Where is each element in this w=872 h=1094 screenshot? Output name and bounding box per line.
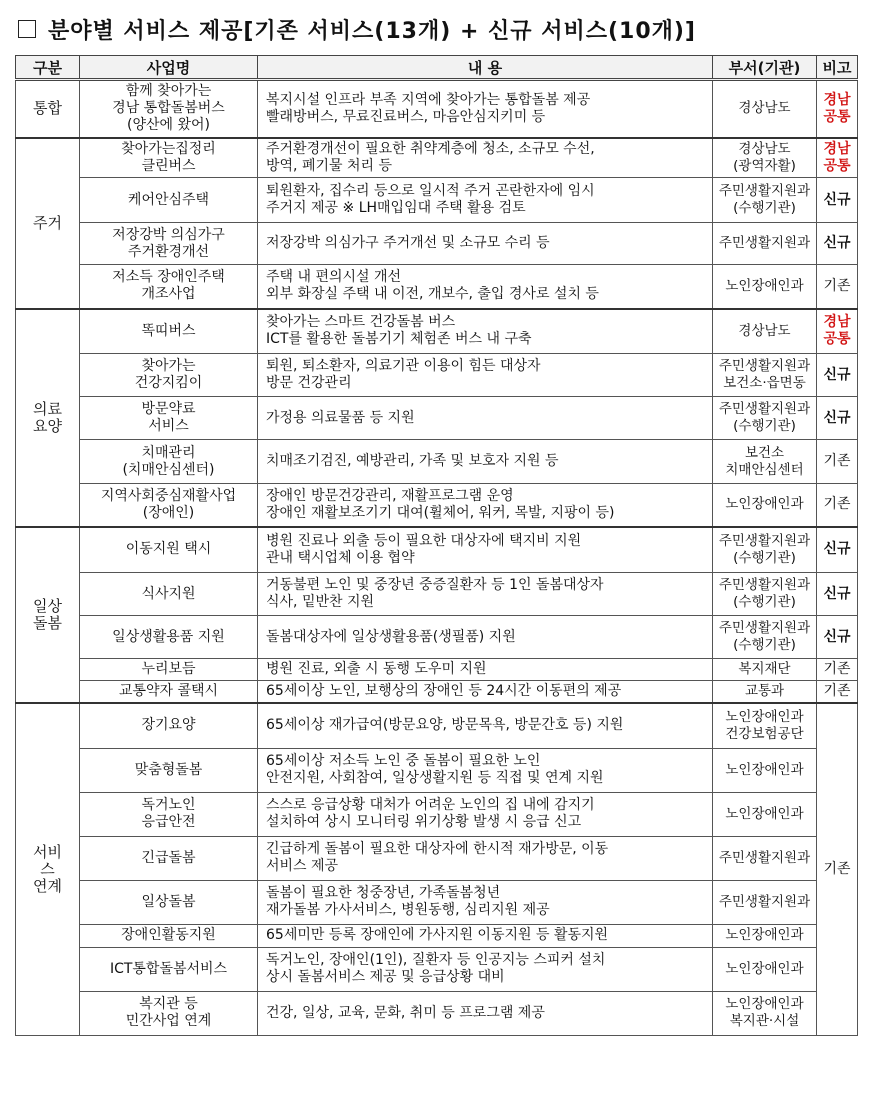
- project-content: 65세미만 등록 장애인에 가사지원 이동지원 등 활동지원: [258, 924, 713, 947]
- table-row: [16, 991, 858, 1035]
- project-name: 찾아가는 건강지킴이: [80, 354, 258, 397]
- note: 신규: [817, 178, 858, 223]
- department: 주민생활지원과 보건소·읍면동: [713, 354, 817, 397]
- project-name: ICT통합돌봄서비스: [80, 947, 258, 991]
- table-row: [16, 440, 858, 484]
- project-name: 일상생활용품 지원: [80, 616, 258, 659]
- table-row: [16, 792, 858, 836]
- note: 신규: [817, 397, 858, 440]
- table-row: [16, 836, 858, 880]
- project-content: 주택 내 편의시설 개선 외부 화장실 주택 내 이전, 개보수, 출입 경사로 설치 등: [258, 265, 713, 309]
- table-row: [16, 947, 858, 991]
- table-row: [16, 924, 858, 947]
- project-name: 찾아가는집정리 클린버스: [80, 138, 258, 178]
- project-name: 일상돌봄: [80, 880, 258, 924]
- department: 노인장애인과: [713, 924, 817, 947]
- project-content: 65세이상 재가급여(방문요양, 방문목욕, 방문간호 등) 지원: [258, 703, 713, 748]
- project-name: 함께 찾아가는 경남 통합돌봄버스 (양산에 왔어): [80, 80, 258, 138]
- table-row: [16, 138, 858, 178]
- table-row: [16, 616, 858, 659]
- project-content: 돌봄이 필요한 청중장년, 가족돌봄청년 재가돌봄 가사서비스, 병원동행, 심리지원 제공: [258, 880, 713, 924]
- department: 주민생활지원과: [713, 836, 817, 880]
- project-name: 교통약자 콜택시: [80, 681, 258, 704]
- department: 노인장애인과: [713, 484, 817, 527]
- department: 복지재단: [713, 659, 817, 681]
- department: 노인장애인과: [713, 748, 817, 792]
- project-name: 누리보듬: [80, 659, 258, 681]
- project-content: 저장강박 의심가구 주거개선 및 소규모 수리 등: [258, 223, 713, 265]
- department: 주민생활지원과 (수행기관): [713, 527, 817, 573]
- note: 기존: [817, 484, 858, 527]
- project-content: 찾아가는 스마트 건강돌봄 버스 ICT를 활용한 돌봄기기 체험존 버스 내 구축: [258, 309, 713, 354]
- department: 교통과: [713, 681, 817, 704]
- header-content: 내 용: [258, 56, 713, 80]
- department: 보건소 치매안심센터: [713, 440, 817, 484]
- table-row: [16, 178, 858, 223]
- table-row: [16, 880, 858, 924]
- category-cell: 서비 스 연계: [16, 703, 80, 1035]
- header-department: 부서(기관): [713, 56, 817, 80]
- header-category: 구분: [16, 56, 80, 80]
- project-name: 장애인활동지원: [80, 924, 258, 947]
- project-name: 장기요양: [80, 703, 258, 748]
- department: 주민생활지원과: [713, 880, 817, 924]
- project-content: 돌봄대상자에 일상생활용품(생필품) 지원: [258, 616, 713, 659]
- table-row: [16, 484, 858, 527]
- note: 신규: [817, 527, 858, 573]
- note: 신규: [817, 573, 858, 616]
- project-content: 거동불편 노인 및 중장년 중증질환자 등 1인 돌봄대상자 식사, 밑반찬 지원: [258, 573, 713, 616]
- project-name: 지역사회중심재활사업 (장애인): [80, 484, 258, 527]
- department: 노인장애인과 복지관·시설: [713, 991, 817, 1035]
- project-content: 긴급하게 돌봄이 필요한 대상자에 한시적 재가방문, 이동 서비스 제공: [258, 836, 713, 880]
- table-row: [16, 527, 858, 573]
- page-title: [18, 12, 696, 46]
- project-content: 건강, 일상, 교육, 문화, 취미 등 프로그램 제공: [258, 991, 713, 1035]
- project-name: 식사지원: [80, 573, 258, 616]
- project-content: 병원 진료, 외출 시 동행 도우미 지원: [258, 659, 713, 681]
- project-content: 스스로 응급상황 대처가 어려운 노인의 집 내에 감지기 설치하여 상시 모니터링 위기상황 발생 시 응급 신고: [258, 792, 713, 836]
- project-name: 복지관 등 민간사업 연계: [80, 991, 258, 1035]
- checkbox-icon: [18, 20, 36, 38]
- note: 기존: [817, 703, 858, 1035]
- table-row: [16, 573, 858, 616]
- project-content: 복지시설 인프라 부족 지역에 찾아가는 통합돌봄 제공 빨래방버스, 무료진료버스, 마음안심지키미 등: [258, 80, 713, 138]
- project-name: 저장강박 의심가구 주거환경개선: [80, 223, 258, 265]
- table-row: [16, 397, 858, 440]
- category-cell: 일상 돌봄: [16, 527, 80, 704]
- table-header-row: [16, 56, 858, 80]
- department: 경상남도: [713, 80, 817, 138]
- department: 노인장애인과 건강보험공단: [713, 703, 817, 748]
- note: 경남 공통: [817, 80, 858, 138]
- category-cell: 주거: [16, 138, 80, 309]
- project-content: 가정용 의료물품 등 지원: [258, 397, 713, 440]
- note: 신규: [817, 223, 858, 265]
- project-name: 긴급돌봄: [80, 836, 258, 880]
- project-name: 케어안심주택: [80, 178, 258, 223]
- note: 경남 공통: [817, 309, 858, 354]
- project-name: 맞춤형돌봄: [80, 748, 258, 792]
- department: 주민생활지원과: [713, 223, 817, 265]
- table-row: [16, 681, 858, 704]
- department: 주민생활지원과 (수행기관): [713, 573, 817, 616]
- header-note: 비고: [817, 56, 858, 80]
- note: 기존: [817, 265, 858, 309]
- page-title-text: 분야별 서비스 제공[기존 서비스(13개) + 신규 서비스(10개)]: [48, 18, 696, 44]
- note: 신규: [817, 354, 858, 397]
- table-row: [16, 80, 858, 138]
- project-name: 치매관리 (치매안심센터): [80, 440, 258, 484]
- note: 경남 공통: [817, 138, 858, 178]
- table-row: [16, 703, 858, 748]
- project-content: 치매조기검진, 예방관리, 가족 및 보호자 지원 등: [258, 440, 713, 484]
- table-row: [16, 748, 858, 792]
- category-cell: 의료 요양: [16, 309, 80, 527]
- table-row: [16, 354, 858, 397]
- table-row: [16, 265, 858, 309]
- note: 기존: [817, 681, 858, 704]
- project-content: 퇴원환자, 집수리 등으로 일시적 주거 곤란한자에 임시 주거지 제공 ※ LH매입임대 주택 활용 검토: [258, 178, 713, 223]
- table-row: [16, 223, 858, 265]
- note: 기존: [817, 659, 858, 681]
- note: 신규: [817, 616, 858, 659]
- header-project-name: 사업명: [80, 56, 258, 80]
- project-name: 저소득 장애인주택 개조사업: [80, 265, 258, 309]
- department: 경상남도 (광역자활): [713, 138, 817, 178]
- note: 기존: [817, 440, 858, 484]
- project-content: 65세이상 노인, 보행상의 장애인 등 24시간 이동편의 제공: [258, 681, 713, 704]
- project-content: 독거노인, 장애인(1인), 질환자 등 인공지능 스피커 설치 상시 돌봄서비스 제공 및 응급상황 대비: [258, 947, 713, 991]
- table-row: [16, 309, 858, 354]
- project-content: 퇴원, 퇴소환자, 의료기관 이용이 힘든 대상자 방문 건강관리: [258, 354, 713, 397]
- project-name: 방문약료 서비스: [80, 397, 258, 440]
- department: 노인장애인과: [713, 947, 817, 991]
- department: 노인장애인과: [713, 792, 817, 836]
- project-content: 장애인 방문건강관리, 재활프로그램 운영 장애인 재활보조기기 대여(휠체어, 워커, 목발, 지팡이 등): [258, 484, 713, 527]
- project-name: 똑띠버스: [80, 309, 258, 354]
- department: 주민생활지원과 (수행기관): [713, 397, 817, 440]
- project-name: 이동지원 택시: [80, 527, 258, 573]
- table-row: [16, 659, 858, 681]
- category-cell: 통합: [16, 80, 80, 138]
- department: 주민생활지원과 (수행기관): [713, 178, 817, 223]
- project-name: 독거노인 응급안전: [80, 792, 258, 836]
- project-content: 병원 진료나 외출 등이 필요한 대상자에 택지비 지원 관내 택시업체 이용 협약: [258, 527, 713, 573]
- project-content: 65세이상 저소득 노인 중 돌봄이 필요한 노인 안전지원, 사회참여, 일상생활지원 등 직접 및 연계 지원: [258, 748, 713, 792]
- department: 노인장애인과: [713, 265, 817, 309]
- service-table: [15, 55, 858, 1036]
- project-content: 주거환경개선이 필요한 취약계층에 청소, 소규모 수선, 방역, 폐기물 처리 등: [258, 138, 713, 178]
- department: 주민생활지원과 (수행기관): [713, 616, 817, 659]
- department: 경상남도: [713, 309, 817, 354]
